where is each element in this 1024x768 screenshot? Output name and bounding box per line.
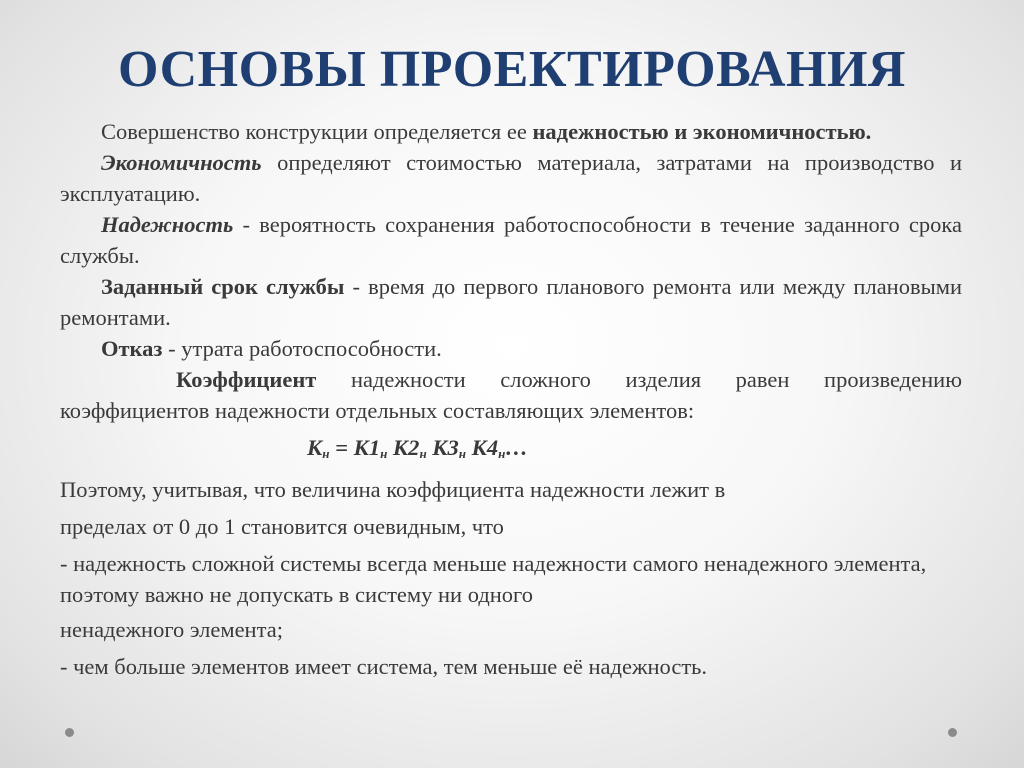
term-economy: Экономичность xyxy=(101,150,262,175)
formula-ellipsis: … xyxy=(505,435,528,460)
formula-k: К xyxy=(307,435,323,460)
term-coefficient: Коэффициент xyxy=(176,367,317,392)
paragraph-service-life xyxy=(60,271,962,333)
slide-content xyxy=(60,116,962,688)
conclusion-line-1: Поэтому, учитывая, что величина коэффициента надежности лежит в xyxy=(60,477,726,502)
formula-sub-3: н xyxy=(458,446,467,461)
decorative-dot-right xyxy=(948,728,957,737)
perfection-text: Совершенство конструкции определяется ее xyxy=(101,119,533,144)
formula-k2: К2 xyxy=(392,435,420,460)
formula-sub-1: н xyxy=(380,446,388,461)
conclusion-bullet-1: - надежность сложной системы всегда меньше надежности самого ненадежного элемента, поэтому важно не допускать в систему ни одного xyxy=(60,551,927,607)
conclusion-line-2: пределах от 0 до 1 становится очевидным, что xyxy=(60,514,504,539)
economy-definition: определяют стоимостью материала, затратами на производство и эксплуатацию. xyxy=(60,150,962,206)
failure-definition: - утрата работоспособности. xyxy=(162,336,442,361)
service-life-definition: - время до первого планового ремонта или между плановыми ремонтами. xyxy=(60,274,962,330)
perfection-bold: надежностью и экономичностью. xyxy=(532,119,872,144)
formula-equals: = xyxy=(329,435,354,460)
term-reliability: Надежность xyxy=(101,212,234,237)
conclusion-bullet-2: - чем больше элементов имеет система, тем меньше её надежность. xyxy=(60,654,708,679)
paragraph-economy xyxy=(60,147,962,209)
formula-k1: К1 xyxy=(353,435,381,460)
formula-sub-0: н xyxy=(322,446,330,461)
formula-k4: К4 xyxy=(471,435,499,460)
conclusion-bullet-1-cont: ненадежного элемента; xyxy=(60,617,283,642)
formula-k3: К3 xyxy=(432,435,459,460)
decorative-dot-left xyxy=(65,728,74,737)
paragraph-coefficient xyxy=(60,364,962,426)
paragraph-failure xyxy=(60,333,962,364)
formula-sub-2: н xyxy=(419,446,427,461)
paragraph-reliability xyxy=(60,209,962,271)
coefficient-definition: надежности сложного изделия равен произведению коэффициентов надежности отдельных составляющих элементов: xyxy=(60,367,962,423)
paragraph-perfection xyxy=(60,116,962,147)
reliability-formula xyxy=(60,432,962,469)
formula-sub-4: н xyxy=(498,446,506,461)
slide-title: ОСНОВЫ ПРОЕКТИРОВАНИЯ xyxy=(118,41,906,98)
term-service-life: Заданный срок службы xyxy=(101,274,345,299)
term-failure: Отказ xyxy=(101,336,163,361)
reliability-definition: - вероятность сохранения работоспособности в течение заданного срока службы. xyxy=(60,212,962,268)
